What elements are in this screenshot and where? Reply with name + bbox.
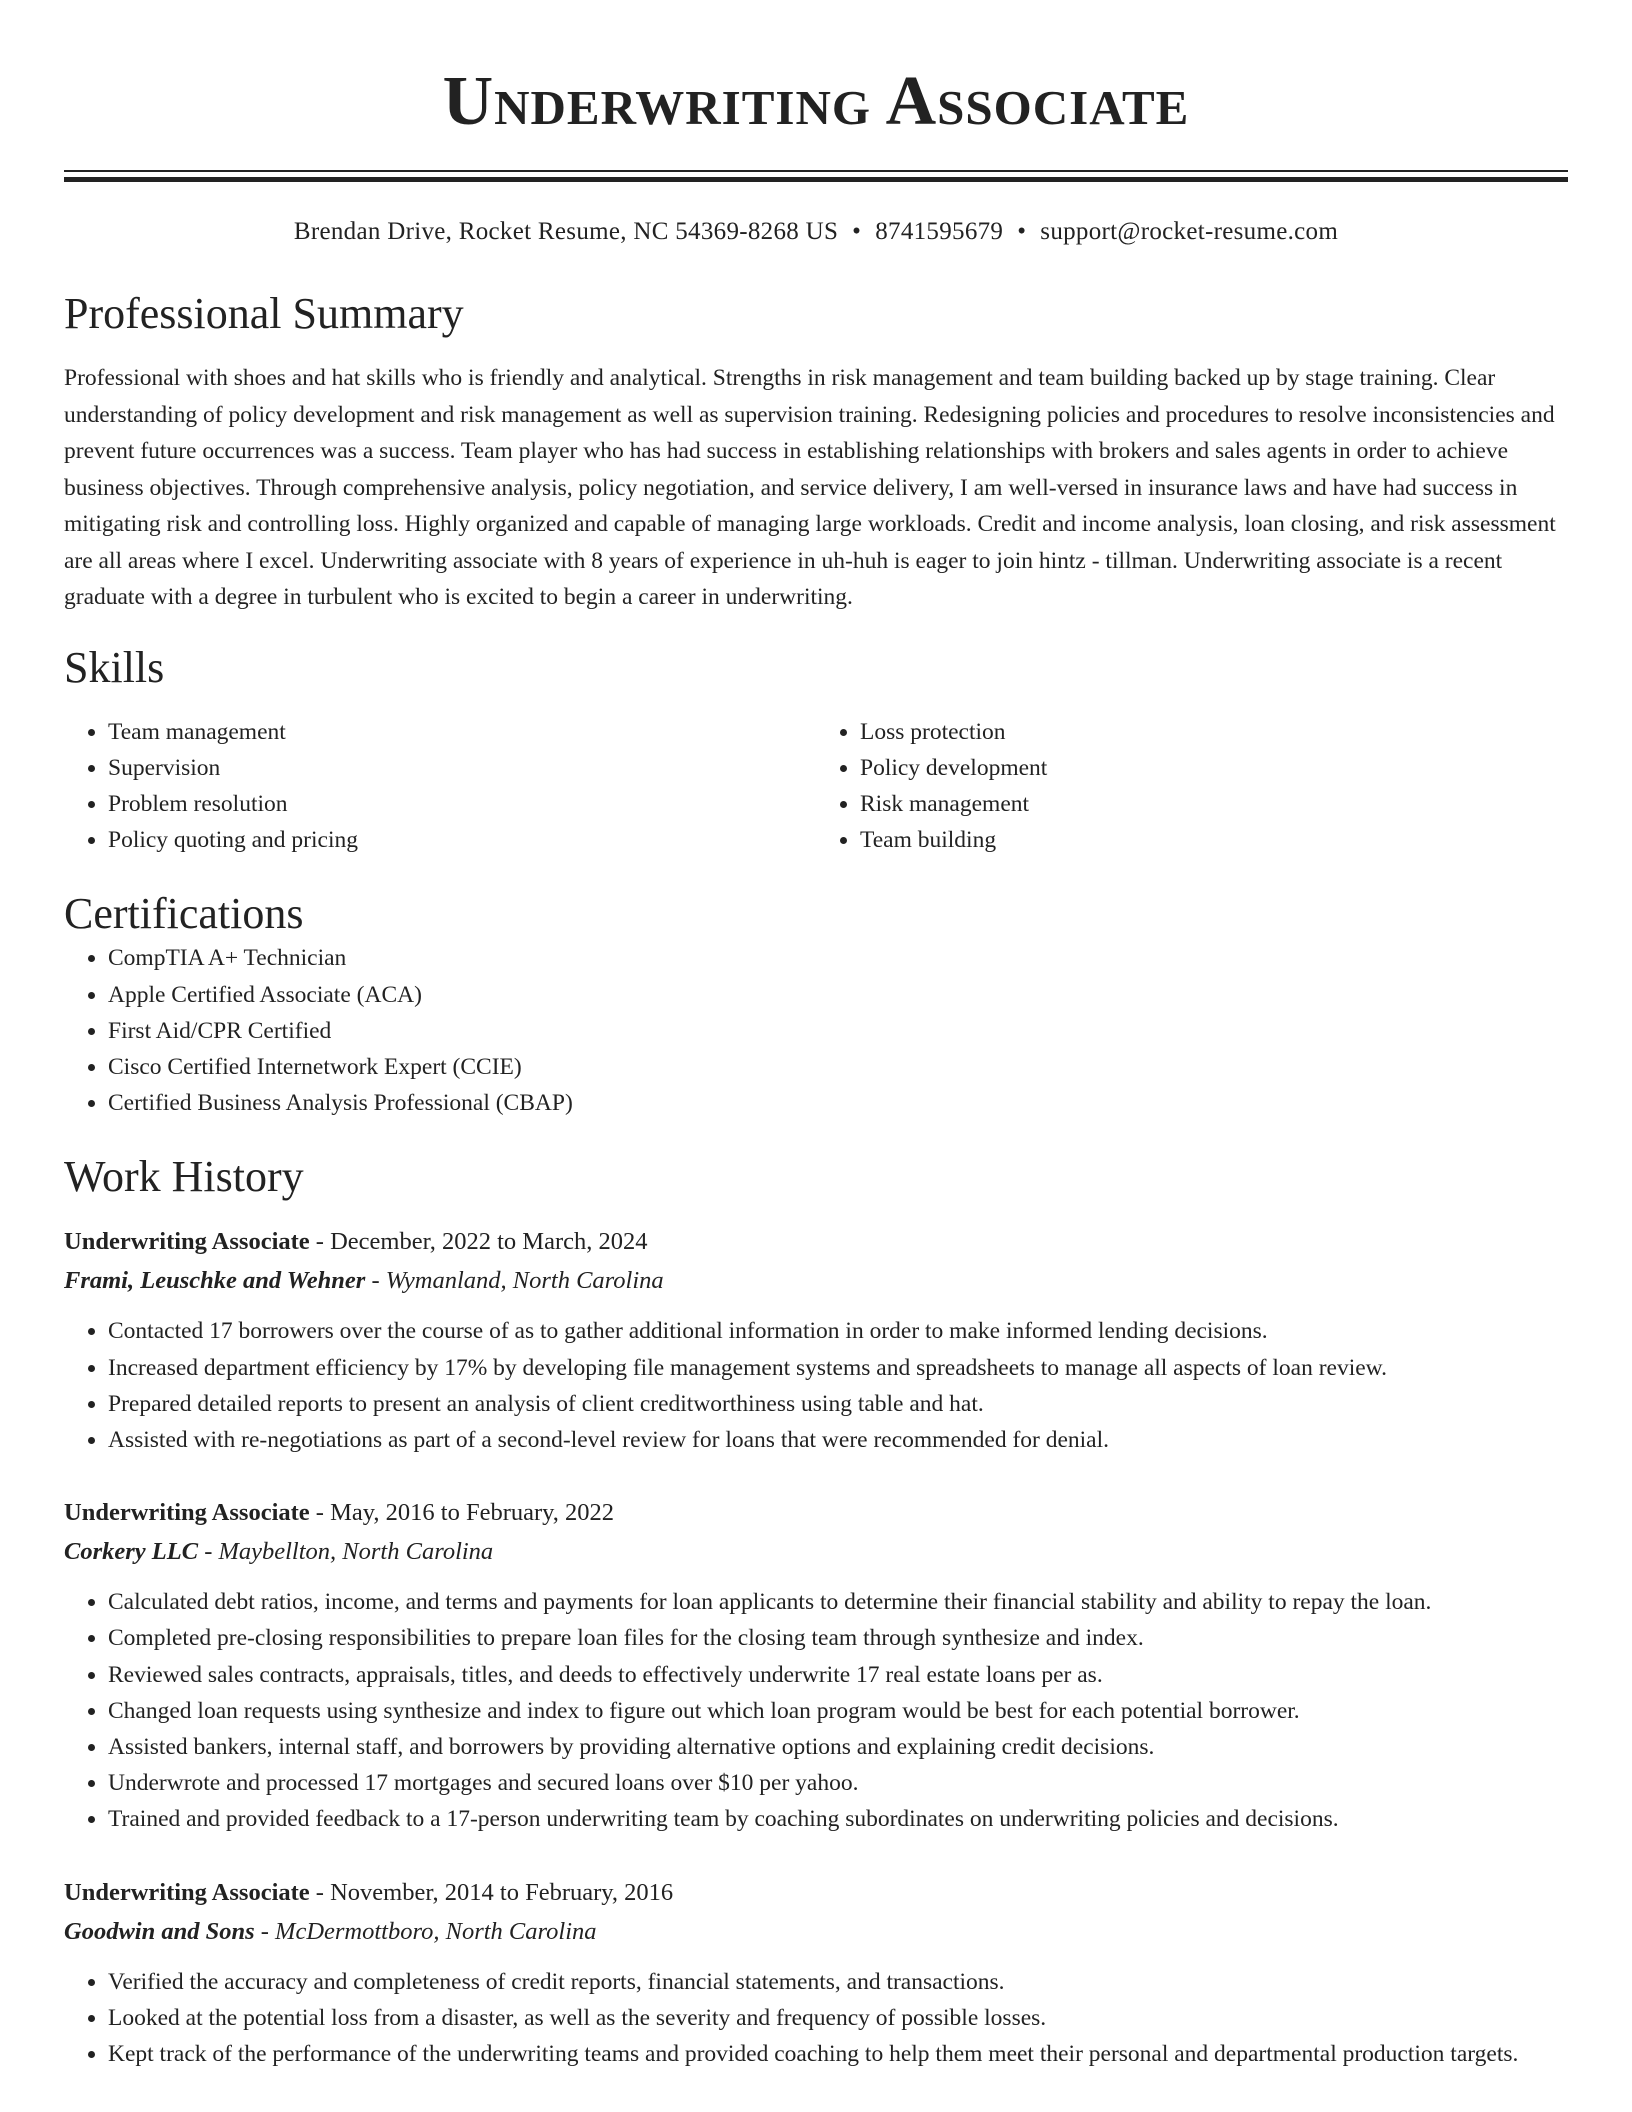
job-bullet: • Assisted bankers, internal staff, and borrowers by providing alternative options and explaining credit decisions.: [108, 1729, 1568, 1765]
header-rule-thin: [64, 170, 1568, 172]
skill-item: • Team management: [108, 714, 816, 750]
skill-item: • Policy development: [860, 750, 1568, 786]
job-dates: - May, 2016 to February, 2022: [309, 1499, 615, 1527]
certifications-heading: Certifications: [64, 889, 304, 939]
job-dates: - December, 2022 to March, 2024: [309, 1228, 648, 1256]
contact-address: Brendan Drive, Rocket Resume, NC 54369-8268 US: [293, 218, 839, 245]
job-header: [64, 1223, 1568, 1261]
job-entry: [64, 1494, 1568, 1837]
job-role: Underwriting Associate: [64, 1499, 310, 1527]
skill-item: • Supervision: [108, 750, 816, 786]
work-history-heading: Work History: [64, 1152, 304, 1202]
contact-email: support@rocket-resume.com: [1040, 218, 1339, 245]
certification-item: • First Aid/CPR Certified: [108, 1013, 1568, 1049]
job-header: [64, 1494, 1568, 1532]
skills-heading: Skills: [64, 642, 165, 692]
contact-line: [64, 216, 1568, 248]
skill-item: • Policy quoting and pricing: [108, 822, 816, 858]
certification-item: • Apple Certified Associate (ACA): [108, 977, 1568, 1013]
skills-list-right: [816, 714, 1568, 859]
certification-item: • CompTIA A+ Technician: [108, 940, 1568, 976]
skill-item: • Problem resolution: [108, 786, 816, 822]
job-bullet: • Completed pre-closing responsibilities to prepare loan files for the closing team through synthesize and index.: [108, 1620, 1568, 1656]
job-company: Frami, Leuschke and Wehner: [64, 1267, 366, 1295]
job-role: Underwriting Associate: [64, 1878, 310, 1906]
job-dates: - November, 2014 to February, 2016: [309, 1878, 674, 1906]
job-bullet: • Kept track of the performance of the underwriting teams and provided coaching to help them meet their personal and departmental production targets.: [108, 2036, 1568, 2072]
job-bullet: • Reviewed sales contracts, appraisals, titles, and deeds to effectively underwrite 17 real estate loans per as.: [108, 1657, 1568, 1693]
job-company-line: [64, 1261, 1568, 1301]
job-bullet: • Verified the accuracy and completeness of credit reports, financial statements, and transactions.: [108, 1964, 1568, 2000]
skill-item: • Risk management: [860, 786, 1568, 822]
job-company-line: [64, 1532, 1568, 1572]
job-bullet: • Changed loan requests using synthesize and index to figure out which loan program would be best for each potential borrower.: [108, 1693, 1568, 1729]
job-bullet: • Prepared detailed reports to present an analysis of client creditworthiness using table and hat.: [108, 1386, 1568, 1422]
job-bullet: • Looked at the potential loss from a disaster, as well as the severity and frequency of possible losses.: [108, 2000, 1568, 2036]
contact-separator: •: [852, 218, 862, 245]
job-bullet: • Calculated debt ratios, income, and terms and payments for loan applicants to determine their financial stability and ability to repay the loan.: [108, 1584, 1568, 1620]
resume-name: Underwriting Associate: [442, 63, 1190, 140]
job-bullet: • Underwrote and processed 17 mortgages and secured loans over $10 per yahoo.: [108, 1765, 1568, 1801]
skill-item: • Loss protection: [860, 714, 1568, 750]
job-entry: [64, 1874, 1568, 2073]
job-company-line: [64, 1912, 1568, 1952]
skills-list-left: [64, 714, 816, 859]
job-location: - Maybellton, North Carolina: [198, 1538, 494, 1566]
job-header: [64, 1874, 1568, 1912]
job-entry: [64, 1223, 1568, 1458]
job-role: Underwriting Associate: [64, 1228, 310, 1256]
certifications-list: [64, 940, 1568, 1121]
skills-columns: [64, 714, 1568, 859]
contact-separator: •: [1017, 218, 1027, 245]
contact-phone: 8741595679: [875, 218, 1004, 245]
header-rule-thick: [64, 177, 1568, 182]
job-company: Goodwin and Sons: [64, 1917, 255, 1945]
summary-heading: Professional Summary: [64, 289, 464, 338]
job-bullet: • Contacted 17 borrowers over the course of as to gather additional information in order to make informed lending decisions.: [108, 1313, 1568, 1349]
job-bullets: [64, 1313, 1568, 1458]
job-bullet: • Assisted with re-negotiations as part of a second-level review for loans that were recommended for denial.: [108, 1422, 1568, 1458]
job-company: Corkery LLC: [64, 1538, 199, 1566]
certification-item: • Certified Business Analysis Professional (CBAP): [108, 1085, 1568, 1121]
job-bullet: • Trained and provided feedback to a 17-person underwriting team by coaching subordinates on underwriting policies and decisions.: [108, 1801, 1568, 1837]
job-location: - Wymanland, North Carolina: [365, 1267, 664, 1295]
job-bullets: [64, 1964, 1568, 2073]
job-location: - McDermottboro, North Carolina: [254, 1917, 597, 1945]
job-bullet: • Increased department efficiency by 17% by developing file management systems and spreadsheets to manage all aspects of loan review.: [108, 1350, 1568, 1386]
skill-item: • Team building: [860, 822, 1568, 858]
job-bullets: [64, 1584, 1568, 1837]
summary-text: Professional with shoes and hat skills who is friendly and analytical. Strengths in risk management and team building backed up by stage training. Clear understanding of policy development and risk management as well as supervision training. Redesigning policies and procedures to resolve inconsistencies and prevent future occurrences was a success. Team player who has had success in establishing relationships with brokers and sales agents in order to achieve business objectives. Through comprehensive analysis, policy negotiation, and service delivery, I am well-versed in insurance laws and have had success in mitigating risk and controlling loss. Highly organized and capable of managing large workloads. Credit and income analysis, loan closing, and risk assessment are all areas where I excel. Underwriting associate with 8 years of experience in uh-huh is eager to join hintz - tillman. Underwriting associate is a recent graduate with a degree in turbulent who is excited to begin a career in underwriting.: [64, 365, 1556, 610]
certification-item: • Cisco Certified Internetwork Expert (CCIE): [108, 1049, 1568, 1085]
